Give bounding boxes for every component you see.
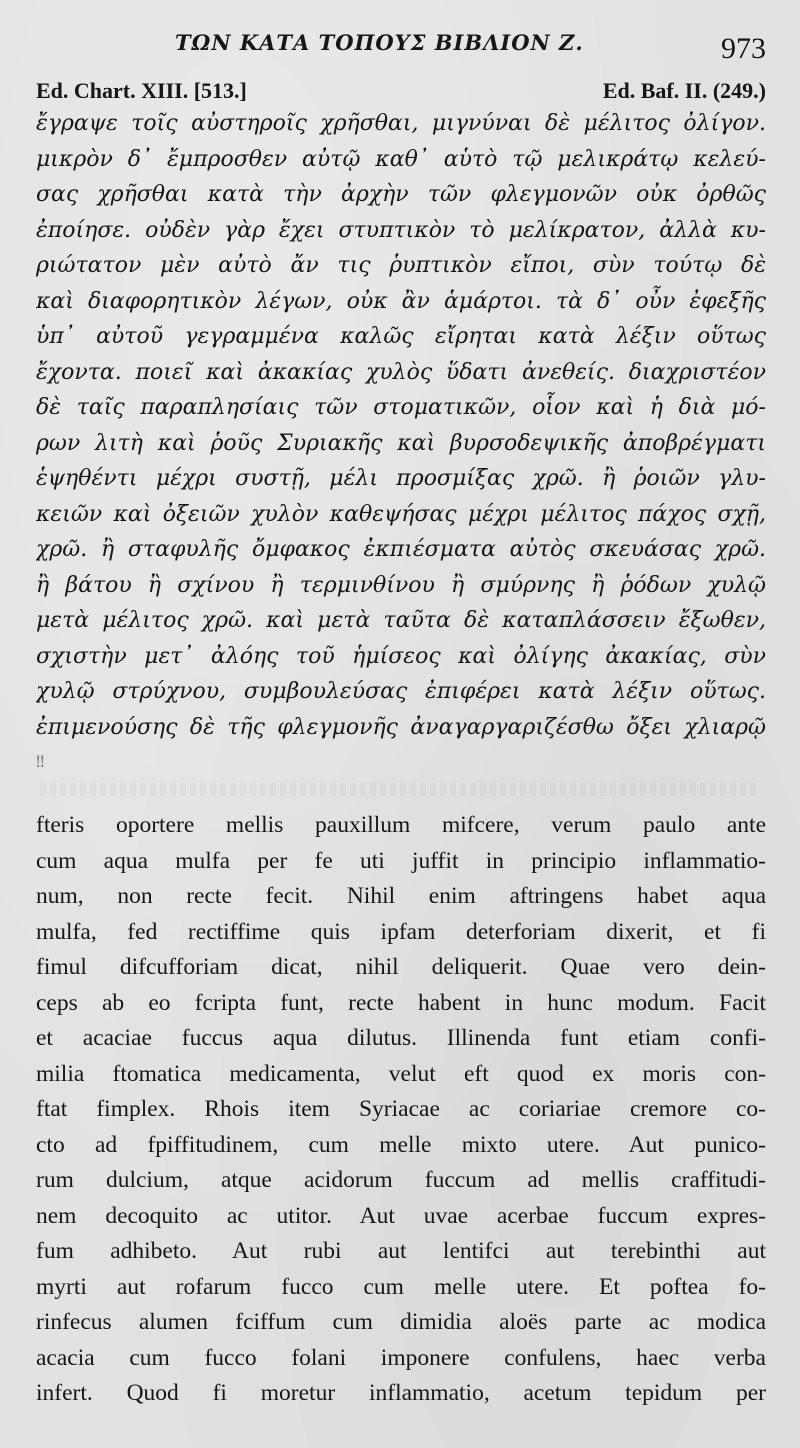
latin-text-line: et acaciae fuccus aqua dilutus. Illinenda funt etiam confi- bbox=[36, 1025, 766, 1051]
greek-text-line: ριώτατον μὲν αὐτὸ ἄν τις ῥυπτικὸν εἴποι, σὺν τούτῳ δὲ bbox=[36, 253, 766, 278]
greek-text-line: χρῶ. ἢ σταφυλῆς ὄμφακος ἐκπιέσματα αὐτὸς σκευάσας χρῶ. bbox=[36, 537, 766, 562]
running-head bbox=[0, 28, 800, 68]
latin-text-line: nem decoquito ac utitor. Aut uvae acerbae fuccum expres- bbox=[36, 1202, 766, 1229]
greek-text-line: δὲ ταῖς παραπλησίαις τῶν στοματικῶν, οἷον καὶ ἡ διὰ μό- bbox=[36, 395, 766, 420]
greek-text-line: ἑψηθέντι μέχρι συστῇ, μέλι προσμίξας χρῶ. ἢ ῥοιῶν γλυ- bbox=[36, 466, 766, 491]
page-number: 973 bbox=[721, 32, 766, 65]
bleed-through-ghost bbox=[40, 782, 760, 796]
greek-text-line: ρων λιτὴ καὶ ῥοῦς Συριακῆς καὶ βυρσοδεψικῆς ἀποβρέγματι bbox=[36, 430, 766, 456]
latin-text-block bbox=[36, 808, 766, 1412]
greek-text-line: ὑπ᾽ αὐτοῦ γεγραμμένα καλῶς εἴρηται κατὰ λέξιν οὕτως bbox=[36, 324, 766, 349]
greek-text-block bbox=[36, 106, 766, 745]
greek-text-line: μικρὸν δ᾽ ἔμπροσθεν αὐτῷ καθ᾽ αὑτὸ τῷ μελικράτῳ κελεύ- bbox=[36, 146, 766, 172]
latin-text-line: mulfa, fed rectiffime quis ipfam deterforiam dixerit, et fi bbox=[36, 918, 766, 945]
greek-text-line: ἔγραψε τοῖς αὐστηροῖς χρῆσθαι, μιγνύναι δὲ μέλιτος ὀλίγον. bbox=[36, 111, 766, 136]
greek-text-line: κειῶν καὶ ὀξειῶν χυλὸν καθεψήσας μέχρι μέλιτος πάχος σχῇ, bbox=[36, 501, 766, 527]
greek-text-line: χυλῷ στρύχνου, συμβουλεύσας ἐπιφέρει κατὰ λέξιν οὕτως. bbox=[36, 679, 766, 704]
greek-text-line: μετὰ μέλιτος χρῶ. καὶ μετὰ ταῦτα δὲ καταπλάσσειν ἔξωθεν, bbox=[36, 608, 766, 633]
latin-text-line: milia ftomatica medicamenta, velut eft quod ex moris con- bbox=[36, 1060, 766, 1087]
greek-text-line: ἐπιμενούσης δὲ τῆς φλεγμονῆς ἀναγαργαριζέσθω ὄξει χλιαρῷ bbox=[36, 714, 766, 740]
latin-text-line: rinfecus alumen fciffum cum dimidia aloës parte ac modica bbox=[36, 1309, 766, 1335]
latin-text-line: fum adhibeto. Aut rubi aut lentifci aut terebinthi aut bbox=[36, 1238, 766, 1264]
latin-text-line: myrti aut rofarum fucco cum melle utere. Et poftea fo- bbox=[36, 1273, 766, 1300]
latin-text-line: ceps ab eo fcripta funt, recte habent in hunc modum. Facit bbox=[36, 989, 766, 1016]
edition-chartier-reference: Ed. Chart. XIII. [513.] bbox=[36, 78, 247, 103]
latin-text-line: acacia cum fucco folani imponere confulens, haec verba bbox=[36, 1344, 766, 1371]
greek-text-line: σχιστὴν μετ᾽ ἀλόης τοῦ ἡμίσεος καὶ ὀλίγης ἀκακίας, σὺν bbox=[36, 643, 766, 669]
greek-text-line: ἢ βάτου ἢ σχίνου ἢ τερμινθίνου ἢ σμύρνης ἢ ῥόδων χυλῷ bbox=[36, 572, 766, 598]
edition-basel-reference: Ed. Baf. II. (249.) bbox=[602, 78, 766, 103]
column-separator-mark: ‼ bbox=[36, 752, 45, 771]
greek-text-line: ἔχοντα. ποιεῖ καὶ ἀκακίας χυλὸς ὕδατι ἀνεθείς. διαχριστέον bbox=[36, 359, 766, 385]
edition-reference-line bbox=[36, 78, 766, 108]
latin-text-line: fteris oportere mellis pauxillum mifcere, verum paulo ante bbox=[36, 812, 766, 838]
greek-text-line: σας χρῆσθαι κατὰ τὴν ἀρχὴν τῶν φλεγμονῶν οὐκ ὀρθῶς bbox=[36, 182, 766, 207]
greek-text-line: καὶ διαφορητικὸν λέγων, οὐκ ἂν ἁμάρτοι. τὰ δ᾽ οὖν ἐφεξῆς bbox=[36, 288, 766, 314]
latin-text-line: cum aqua mulfa per fe uti juffit in principio inflammatio- bbox=[36, 847, 766, 874]
running-title: ΤΩΝ ΚΑΤΑ ΤΟΠΟΥΣ ΒΙΒΛΙΟΝ Ζ. bbox=[175, 30, 584, 55]
latin-text-line: cto ad fpiffitudinem, cum melle mixto utere. Aut punico- bbox=[36, 1131, 766, 1158]
greek-text-line: ἐποίησε. οὐδὲν γὰρ ἔχει στυπτικὸν τὸ μελίκρατον, ἀλλὰ κυ- bbox=[36, 217, 766, 243]
latin-text-line: infert. Quod fi moretur inflammatio, acetum tepidum per bbox=[36, 1380, 766, 1406]
latin-text-line: num, non recte fecit. Nihil enim aftringens habet aqua bbox=[36, 883, 766, 909]
latin-text-line: ftat fimplex. Rhois item Syriacae ac coriariae cremore co- bbox=[36, 1096, 766, 1122]
latin-text-line: fimul difcufforiam dicat, nihil deliquerit. Quae vero dein- bbox=[36, 954, 766, 980]
latin-text-line: rum dulcium, atque acidorum fuccum ad mellis craffitudi- bbox=[36, 1167, 766, 1193]
